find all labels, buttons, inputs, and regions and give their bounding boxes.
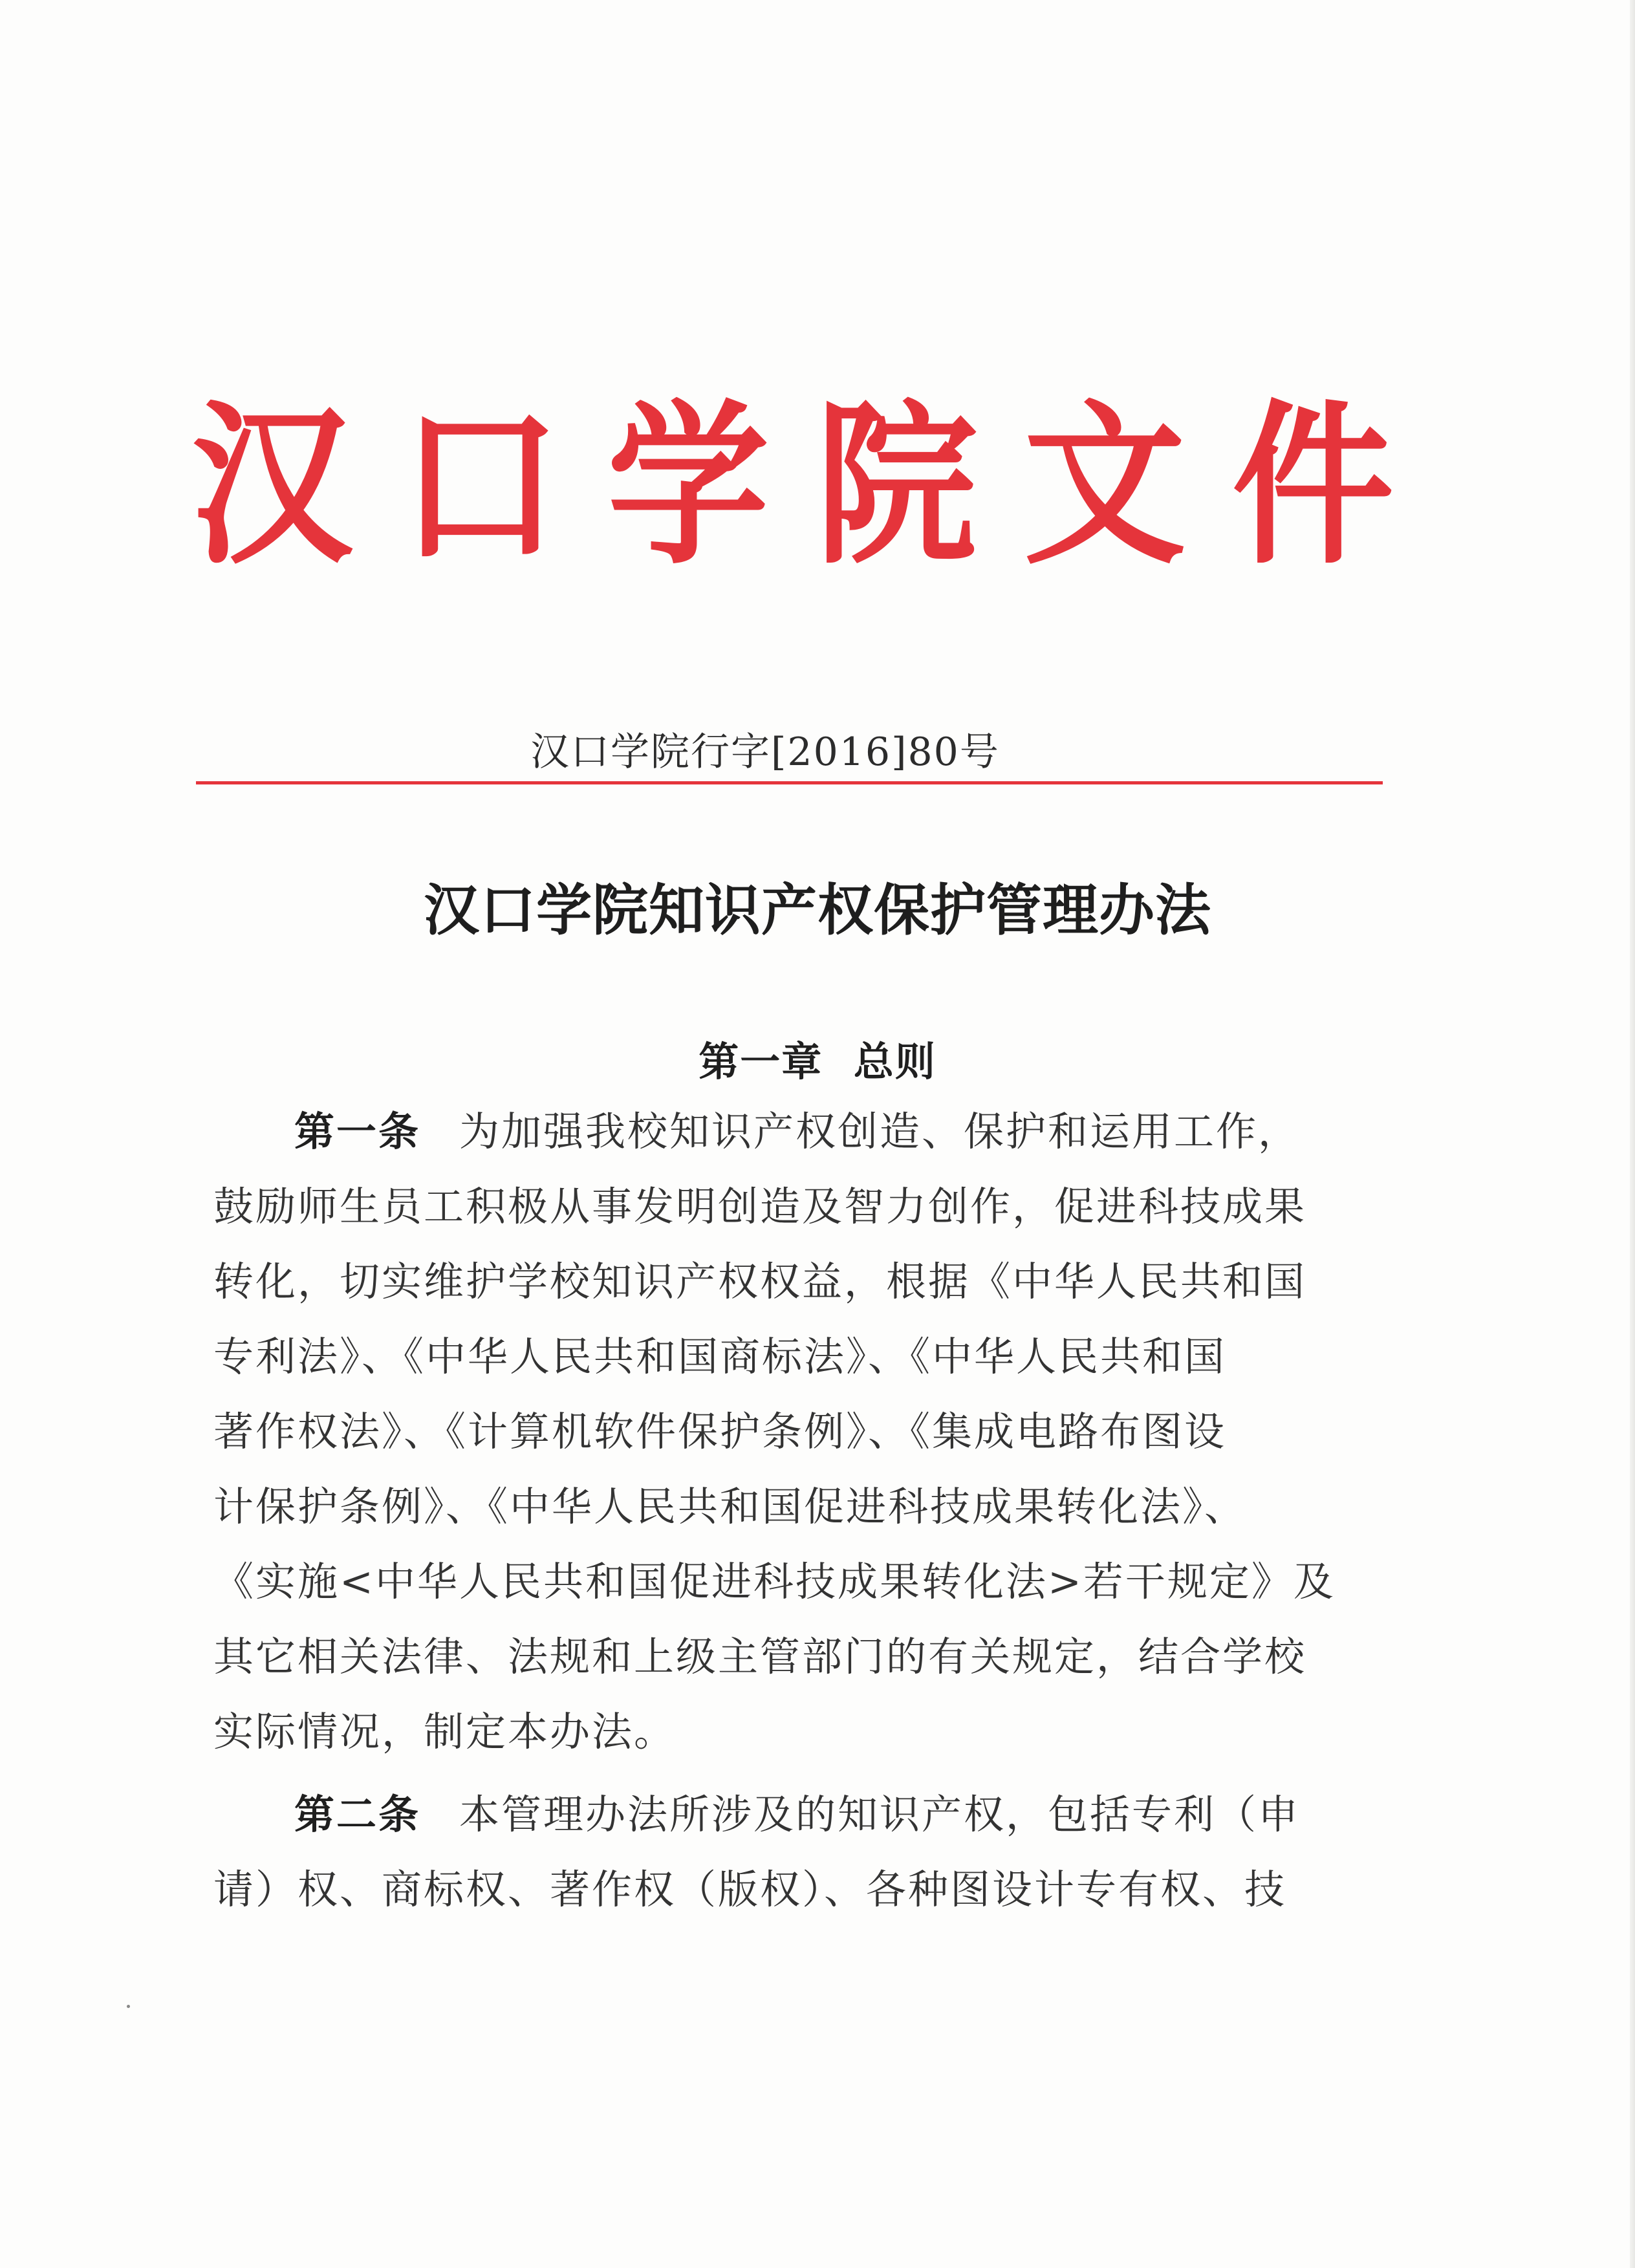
masthead-char: 口 [399, 382, 561, 588]
masthead-char: 文 [1024, 382, 1186, 588]
masthead-char: 汉 [191, 382, 352, 588]
article-label: 第二条 [294, 1791, 421, 1838]
body-line: 计保护条例》、《中华人民共和国促进科技成果转化法》、 [213, 1483, 1247, 1530]
scan-edge-shadow [1630, 0, 1635, 2268]
body-line: 其它相关法律、法规和上级主管部门的有关规定，结合学校 [213, 1633, 1307, 1680]
scan-speck [127, 2005, 130, 2008]
body-line: 专利法》、《中华人民共和国商标法》、《中华人民共和国 [213, 1333, 1227, 1380]
body-line: 请）权、商标权、著作权（版权）、各种图设计专有权、技 [213, 1866, 1287, 1913]
body-line: 《实施<中华人民共和国促进科技成果转化法>若干规定》及 [213, 1558, 1336, 1605]
masthead [191, 382, 1394, 588]
body-line: 实际情况，制定本办法。 [213, 1708, 677, 1755]
body-line: 著作权法》、《计算机软件保护条例》、《集成电路布图设 [213, 1408, 1227, 1455]
article-first-line [294, 1099, 1300, 1157]
masthead-char: 学 [607, 382, 769, 588]
chapter-heading: 第一章 总则 [698, 1038, 937, 1085]
body-line: 转化，切实维护学校知识产权权益，根据《中华人民共和国 [213, 1258, 1307, 1305]
body-line: 鼓励师生员工积极从事发明创造及智力创作，促进科技成果 [213, 1183, 1307, 1230]
article-label: 第一条 [294, 1108, 421, 1155]
masthead-char: 院 [816, 382, 977, 588]
masthead-char: 件 [1232, 382, 1394, 588]
red-divider-line [196, 781, 1383, 784]
document-title: 汉口学院知识产权保护管理办法 [424, 878, 1211, 943]
article-first-line [294, 1782, 1300, 1840]
body-text: 本管理办法所涉及的知识产权，包括专利（申 [459, 1791, 1301, 1838]
body-text: 为加强我校知识产权创造、保护和运用工作， [459, 1108, 1301, 1155]
document-number: 汉口学院行字[2016]80号 [530, 729, 1000, 775]
